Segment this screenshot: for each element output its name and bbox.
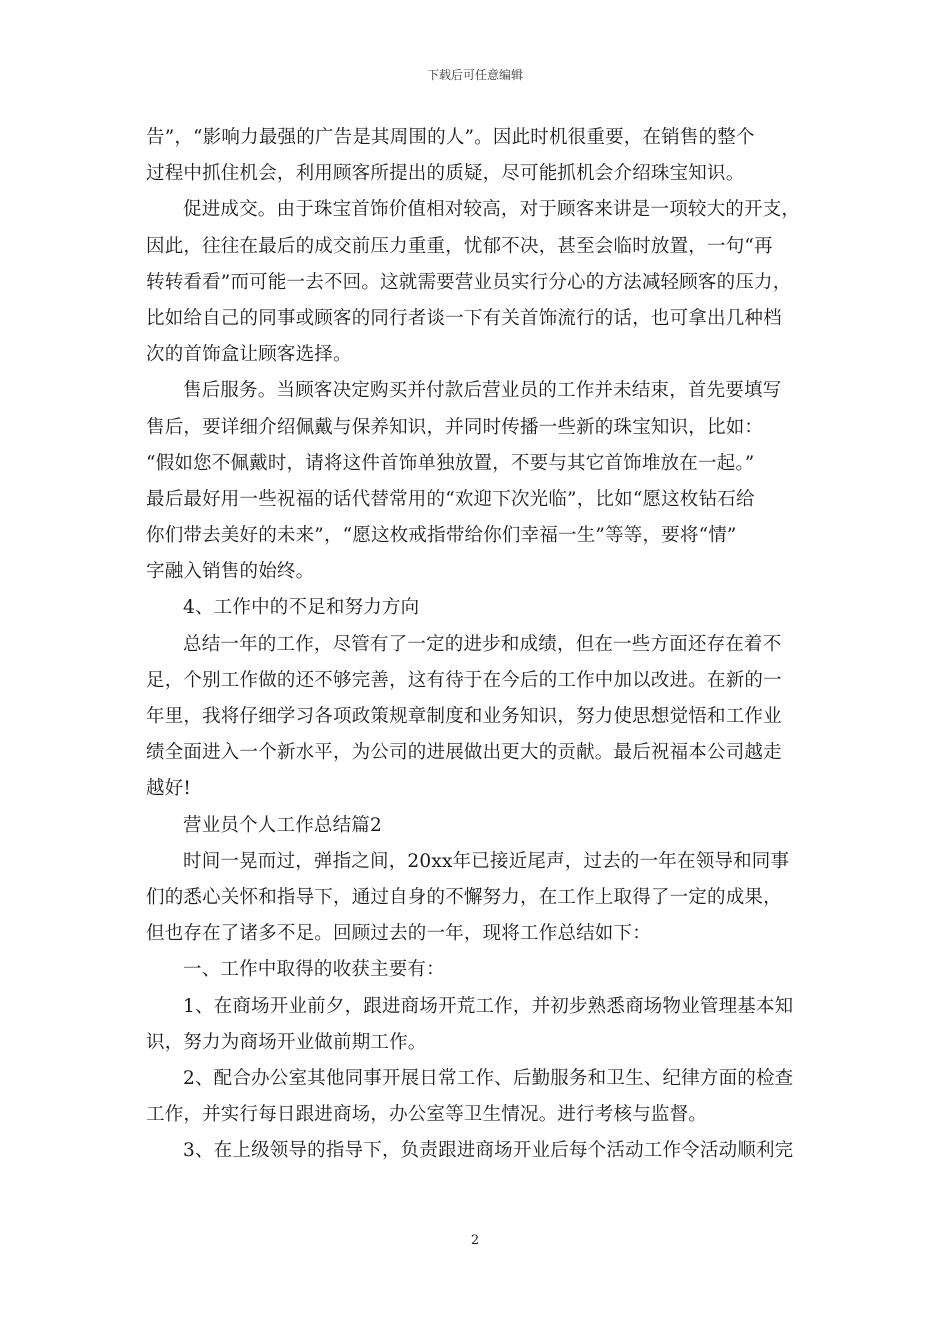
text-line: “假如您不佩戴时，请将这件首饰单独放置，不要与其它首饰堆放在一起。” — [146, 452, 755, 474]
text-line: 你们带去美好的未来”，“愿这枚戒指带给你们幸福一生”等等，要将“情” — [146, 525, 737, 547]
text-line: 转转看看”而可能一去不回。这就需要营业员实行分心的方法减轻顾客的压力， — [146, 271, 792, 293]
page-number: 2 — [470, 1233, 480, 1248]
text-line: 促进成交。由于珠宝首饰价值相对较高，对于顾客来讲是一项较大的开支， — [183, 199, 801, 221]
text-line: 售后，要详细介绍佩戴与保养知识，并同时传播一些新的珠宝知识，比如： — [146, 416, 764, 438]
text-line: 比如给自己的同事或顾客的同行者谈一下有关首饰流行的话，也可拿出几种档 — [146, 307, 782, 329]
text-line: 越好! — [146, 778, 192, 800]
document-body — [146, 120, 806, 1169]
text-line: 足，个别工作做的还不够完善，这有待于在今后的工作中加以改进。在新的一 — [146, 669, 782, 691]
text-line: 过程中抓住机会，利用顾客所提出的质疑，尽可能抓机会介绍珠宝知识。 — [146, 163, 745, 185]
text-line: 时间一晃而过，弹指之间，20xx年已接近尾声，过去的一年在领导和同事 — [183, 850, 790, 872]
text-line: 次的首饰盒让顾客选择。 — [146, 344, 352, 366]
text-line: 但也存在了诸多不足。回顾过去的一年，现将工作总结如下： — [146, 923, 651, 945]
text-line: 字融入销售的始终。 — [146, 561, 315, 583]
text-line: 识，努力为商场开业做前期工作。 — [146, 1031, 427, 1053]
text-line: 绩全面进入一个新水平，为公司的进展做出更大的贡献。最后祝福本公司越走 — [146, 742, 782, 764]
text-line: 3、在上级领导的指导下，负责跟进商场开业后每个活动工作令活动顺利完 — [183, 1140, 794, 1162]
text-line: 因此，往往在最后的成交前压力重重，忧郁不决，甚至会临时放置，一句“再 — [146, 235, 773, 257]
text-line: 工作，并实行每日跟进商场，办公室等卫生情况。进行考核与监督。 — [146, 1104, 708, 1126]
text-line: 告”，“影响力最强的广告是其周围的人”。因此时机很重要，在销售的整个 — [146, 127, 755, 148]
text-line: 年里，我将仔细学习各项政策规章制度和业务知识，努力使思想觉悟和工作业 — [146, 706, 782, 727]
text-line: 最后最好用一些祝福的话代替常用的“欢迎下次光临”，比如“愿这枚钻石给 — [146, 488, 755, 510]
text-line: 1、在商场开业前夕，跟进商场开荒工作，并初步熟悉商场物业管理基本知 — [183, 995, 794, 1017]
text-line: 营业员个人工作总结篇2 — [183, 814, 382, 836]
text-line: 售后服务。当顾客决定购买并付款后营业员的工作并未结束，首先要填写 — [183, 380, 782, 402]
text-line: 2、配合办公室其他同事开展日常工作、后勤服务和卫生、纪律方面的检查 — [183, 1067, 794, 1089]
text-line: 一、工作中取得的收获主要有： — [183, 959, 445, 981]
text-line: 们的悉心关怀和指导下，通过自身的不懈努力，在工作上取得了一定的成果， — [146, 886, 782, 908]
page-header: 下载后可任意编辑 — [426, 68, 523, 82]
text-line: 4、工作中的不足和努力方向 — [183, 597, 420, 619]
text-line: 总结一年的工作，尽管有了一定的进步和成绩，但在一些方面还存在着不 — [183, 633, 782, 655]
